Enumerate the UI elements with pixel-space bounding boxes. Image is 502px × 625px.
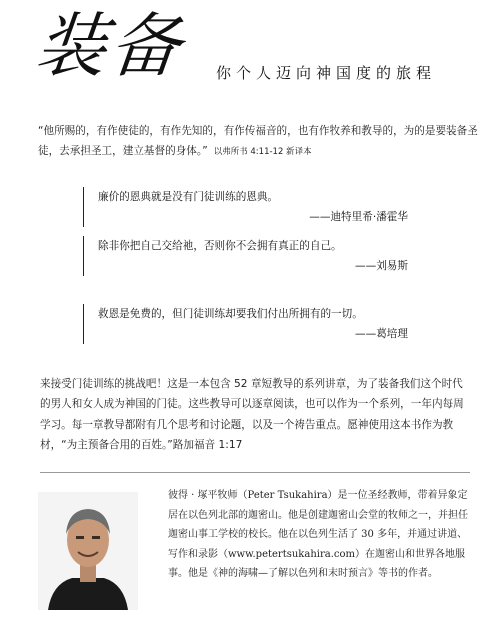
quote-graham bbox=[83, 304, 428, 344]
scripture-verse bbox=[38, 121, 478, 162]
quote-text: 救恩是免费的，但门徒训练却要我们付出所拥有的一切。 bbox=[98, 308, 363, 320]
quote-author: ——迪特里希·潘霍华 bbox=[309, 211, 408, 223]
intro-paragraph: 来接受门徒训练的挑战吧！这是一本包含 52 章短教导的系列讲章，为了装备我们这个时代的男人和女人成为神国的门徒。这些教导可以逐章阅读，也可以作为一个系列，一年内每周学习。每一章教导都附有几个思考和讨论题，以及一个祷告重点。愿神使用这本书作为教材，“为主预备合用的百姓。”路加福音 1:17 bbox=[40, 378, 464, 452]
verse-reference: 以弗所书 4:11-12 新译本 bbox=[213, 147, 312, 157]
author-photo bbox=[38, 492, 138, 610]
book-title: 装备 bbox=[31, 5, 189, 87]
quote-lewis bbox=[83, 236, 428, 276]
author-bio: 彼得 · 塚平牧师（Peter Tsukahira）是一位圣经教师，带着异象定居在以色列北部的迦密山。他是创建迦密山会堂的牧师之一，并担任迦密山事工学校的校长。他在以色列生活了 30 多年，并通过讲道、写作和录影（www.petertsukahira.com）在迦密山和世界各地服事。他是《神的海啸—了解以色列和末时预言》等书的作者。 bbox=[168, 490, 468, 579]
quote-author: ——刘易斯 bbox=[355, 260, 408, 272]
quote-text: 除非你把自己交给祂，否则你不会拥有真正的自己。 bbox=[98, 240, 342, 252]
quote-author: ——葛培理 bbox=[355, 328, 408, 340]
book-subtitle: 你个人迈向神国度的旅程 bbox=[216, 64, 437, 82]
verse-text: “他所赐的，有作使徒的，有作先知的，有作传福音的，也有作牧养和教导的，为的是要装备圣徒，去承担圣工，建立基督的身体。” bbox=[38, 125, 478, 157]
divider bbox=[40, 472, 470, 473]
quote-bonhoeffer bbox=[83, 187, 428, 227]
quote-text: 廉价的恩典就是没有门徒训练的恩典。 bbox=[98, 191, 279, 203]
